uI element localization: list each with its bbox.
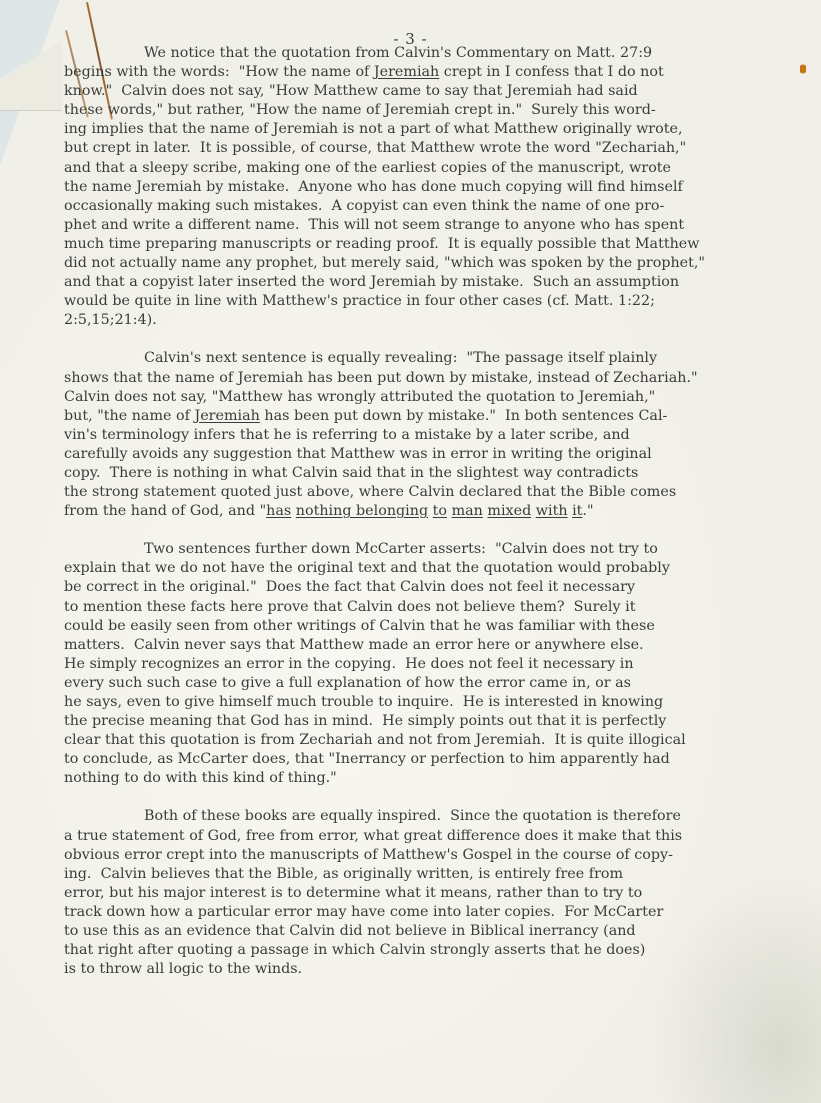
text-run: has been put down by mistake." In both sentences Cal- (259, 407, 668, 424)
text-run: We notice that the quotation from Calvin's Commentary on Matt. 27:9 (144, 45, 653, 61)
underlined-text: to (432, 503, 448, 520)
text-line (64, 941, 784, 960)
text-line (64, 693, 784, 712)
underlined-text: man (451, 503, 483, 520)
text-run: to use this as an evidence that Calvin did not believe in Biblical inerrancy (and (64, 923, 636, 940)
paragraph (64, 540, 784, 788)
text-line (64, 369, 784, 388)
text-run: would be quite in line with Matthew's practice in four other cases (cf. Matt. 1:22; (64, 293, 655, 310)
underlined-text: mixed (487, 503, 532, 520)
text-run: to mention these facts here prove that Calvin does not believe them? Surely it (64, 598, 636, 615)
text-line (64, 120, 784, 139)
text-run: every such such case to give a full explanation of how the error came in, or as (64, 674, 632, 691)
text-line (64, 712, 784, 731)
text-run: shows that the name of Jeremiah has been put down by mistake, instead of Zechariah." (64, 369, 698, 386)
text-run: phet and write a different name. This will not seem strange to anyone who has spent (64, 216, 685, 233)
text-line (64, 922, 784, 941)
text-run: 2:5,15;21:4). (64, 312, 157, 329)
text-run: much time preparing manuscripts or reading proof. It is equally possible that Matthew (64, 235, 700, 252)
text-line (64, 139, 784, 158)
paragraph (64, 349, 784, 521)
text-line (64, 178, 784, 197)
text-line (64, 617, 784, 636)
text-run: Both of these books are equally inspired. Since the quotation is therefore (144, 808, 681, 825)
text-line (64, 578, 784, 597)
page-number: - 3 - (393, 30, 428, 48)
text-run: track down how a particular error may have come into later copies. For McCarter (64, 903, 664, 920)
text-run: carefully avoids any suggestion that Matthew was in error in writing the original (64, 445, 652, 462)
text-line (64, 464, 784, 483)
underlined-text: nothing belonging (295, 503, 429, 520)
text-run: Calvin does not say, "Matthew has wrongly attributed the quotation to Jeremiah," (64, 388, 656, 405)
text-line (64, 960, 784, 979)
text-run: and that a copyist later inserted the word Jeremiah by mistake. Such an assumption (64, 274, 680, 291)
underlined-text: it (572, 503, 583, 520)
underlined-text: has (266, 503, 292, 520)
underlined-text: Jeremiah (373, 64, 440, 81)
paragraph (64, 807, 784, 979)
text-line (64, 407, 784, 426)
paragraph (64, 44, 784, 330)
text-run: but crept in later. It is possible, of course, that Matthew wrote the word "Zechariah," (64, 140, 687, 157)
text-run: ing implies that the name of Jeremiah is not a part of what Matthew originally wrote, (64, 121, 683, 138)
text-run: from the hand of God, and " (64, 503, 267, 520)
text-line (64, 44, 784, 63)
text-line (64, 769, 784, 788)
underlined-text: Jeremiah (194, 407, 260, 424)
text-run: ing. Calvin believes that the Bible, as originally written, is entirely free from (64, 865, 624, 882)
text-line (64, 63, 784, 82)
text-run: He simply recognizes an error in the copying. He does not feel it necessary in (64, 655, 634, 672)
text-run: to conclude, as McCarter does, that "Inerrancy or perfection to him apparently had (64, 751, 670, 768)
text-run: copy. There is nothing in what Calvin said that in the slightest way contradicts (64, 464, 639, 481)
text-run: the precise meaning that God has in mind. He simply points out that it is perfectly (64, 713, 667, 730)
text-line (64, 827, 784, 846)
text-run: these words," but rather, "How the name of Jeremiah crept in." Surely this word- (64, 102, 656, 119)
text-line (64, 807, 784, 826)
text-line (64, 254, 784, 273)
text-run: ." (582, 503, 594, 520)
text-run: did not actually name any prophet, but merely said, "which was spoken by the prophet," (64, 255, 706, 272)
text-line (64, 197, 784, 216)
text-line (64, 598, 784, 617)
text-line (64, 674, 784, 693)
text-line (64, 235, 784, 254)
text-run: error, but his major interest is to determine what it means, rather than to try to (64, 884, 643, 901)
underlined-text: with (535, 503, 568, 520)
text-line (64, 159, 784, 178)
text-line (64, 731, 784, 750)
text-line (64, 540, 784, 559)
text-run: nothing to do with this kind of thing." (64, 770, 337, 787)
text-line (64, 388, 784, 407)
text-line (64, 903, 784, 922)
text-line (64, 750, 784, 769)
text-run: clear that this quotation is from Zechariah and not from Jeremiah. It is quite illogical (64, 732, 686, 749)
text-line (64, 292, 784, 311)
text-run: he says, even to give himself much trouble to inquire. He is interested in knowing (64, 694, 664, 710)
text-run: know." Calvin does not say, "How Matthew came to say that Jeremiah had said (64, 83, 638, 100)
text-line (64, 655, 784, 674)
text-line (64, 426, 784, 445)
text-run: vin's terminology infers that he is referring to a mistake by a later scribe, and (64, 426, 630, 443)
text-line (64, 865, 784, 884)
text-line (64, 349, 784, 368)
text-run: explain that we do not have the original text and that the quotation would probably (64, 560, 670, 577)
text-run: crept in I confess that I do not (439, 64, 664, 81)
text-run: the name Jeremiah by mistake. Anyone who has done much copying will find himself (64, 178, 683, 195)
text-line (64, 311, 784, 330)
text-line (64, 559, 784, 578)
text-run: occasionally making such mistakes. A copyist can even think the name of one pro- (64, 197, 665, 214)
rust-spot (800, 63, 806, 75)
text-line (64, 846, 784, 865)
text-line (64, 884, 784, 903)
text-run: the strong statement quoted just above, where Calvin declared that the Bible comes (64, 484, 677, 501)
text-run: is to throw all logic to the winds. (64, 961, 303, 978)
text-run: obvious error crept into the manuscripts of Matthew's Gospel in the course of copy- (64, 846, 673, 863)
text-run: Two sentences further down McCarter asserts: "Calvin does not try to (144, 541, 658, 558)
text-line (64, 82, 784, 101)
text-run: could be easily seen from other writings of Calvin that he was familiar with these (64, 617, 655, 634)
text-run: and that a sleepy scribe, making one of the earliest copies of the manuscript, wrote (64, 159, 672, 176)
text-run: but, "the name of (64, 407, 195, 424)
text-run: matters. Calvin never says that Matthew made an error here or anywhere else. (64, 636, 644, 653)
text-line (64, 445, 784, 464)
text-run: begins with the words: "How the name of (64, 64, 374, 81)
text-line (64, 636, 784, 655)
text-run: be correct in the original." Does the fact that Calvin does not feel it necessary (64, 579, 636, 596)
text-line (64, 216, 784, 235)
text-line (64, 502, 784, 521)
text-run: a true statement of God, free from error, what great difference does it make that this (64, 827, 683, 844)
document-body (64, 44, 784, 998)
text-line (64, 483, 784, 502)
text-line (64, 101, 784, 120)
text-line (64, 273, 784, 292)
text-run: that right after quoting a passage in which Calvin strongly asserts that he does) (64, 942, 646, 959)
text-run: Calvin's next sentence is equally revealing: "The passage itself plainly (144, 350, 658, 367)
